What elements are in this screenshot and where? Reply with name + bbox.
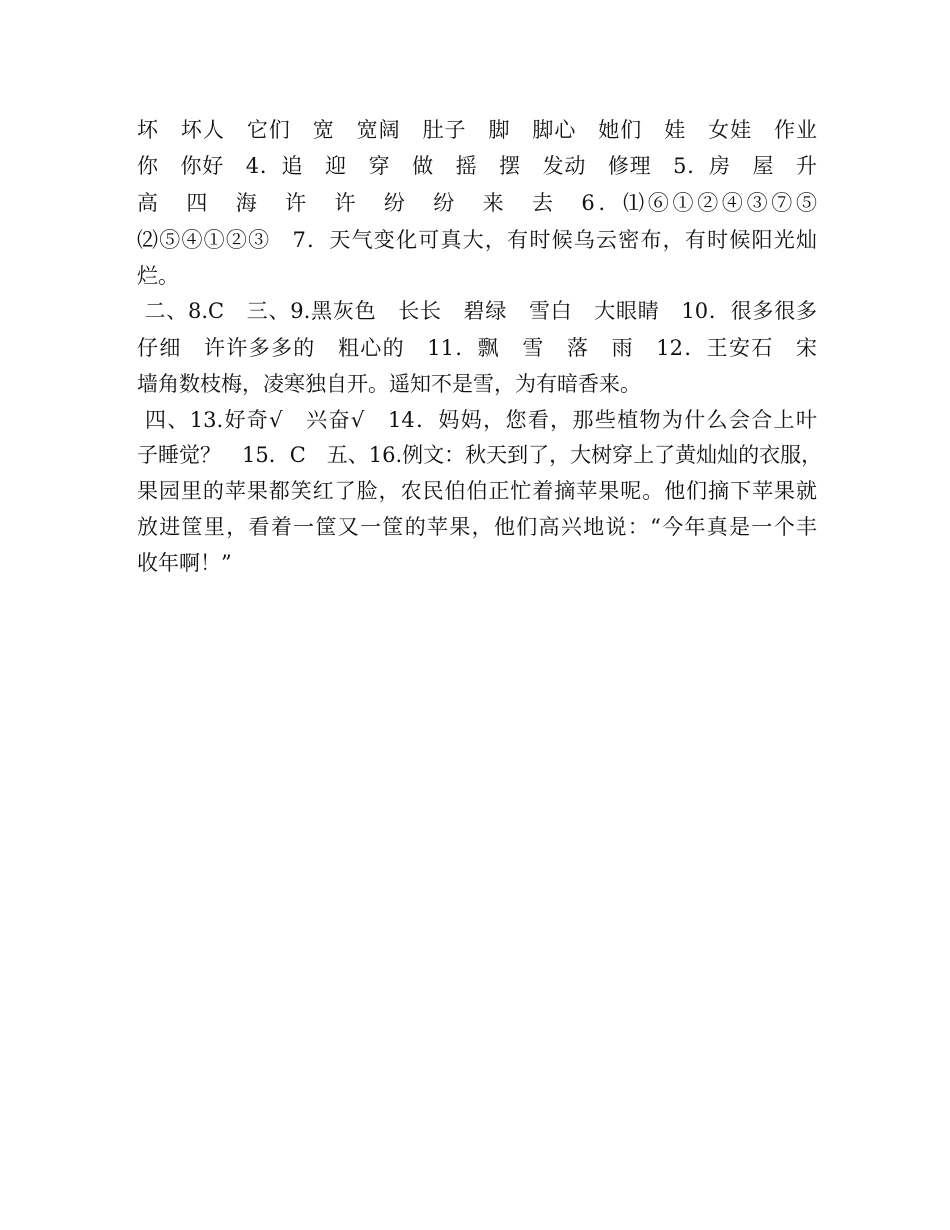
answer-line-11: 果园里的苹果都笑红了脸，农民伯伯正忙着摘苹果呢。他们摘下苹果就 (137, 479, 817, 503)
answer-line-1: 坏 坏人 它们 宽 宽阔 肚子 脚 脚心 她们 娃 女娃 作业 (137, 118, 817, 142)
answer-line-5: 烂。 (137, 264, 179, 288)
answer-line-8: 墙角数枝梅，凌寒独自开。遥知不是雪，为有暗香来。 (137, 372, 641, 396)
answer-line-7: 仔细 许许多多的 粗心的 11．飘 雪 落 雨 12．王安石 宋 (137, 336, 817, 360)
answer-line-4: ⑵⑤④①②③ 7．天气变化可真大，有时候乌云密布，有时候阳光灿 (137, 228, 817, 252)
answer-line-12: 放进筐里，看着一筐又一筐的苹果，他们高兴地说：“今年真是一个丰 (137, 515, 817, 539)
answer-line-9: 四、13.好奇√ 兴奋√ 14．妈妈，您看，那些植物为什么会合上叶 (137, 408, 817, 432)
answer-line-13: 收年啊！” (137, 551, 232, 575)
answer-line-10: 子睡觉？ 15．C 五、16.例文：秋天到了，大树穿上了黄灿灿的衣服， (137, 443, 823, 467)
answer-line-6: 二、8.C 三、9.黑灰色 长长 碧绿 雪白 大眼睛 10．很多很多 (137, 299, 817, 323)
answer-line-3: 高 四 海 许 许 纷 纷 来 去 6．⑴⑥①②④③⑦⑤ (137, 191, 817, 215)
answer-line-2: 你 你好 4．追 迎 穿 做 摇 摆 发动 修理 5．房 屋 升 (137, 154, 817, 178)
